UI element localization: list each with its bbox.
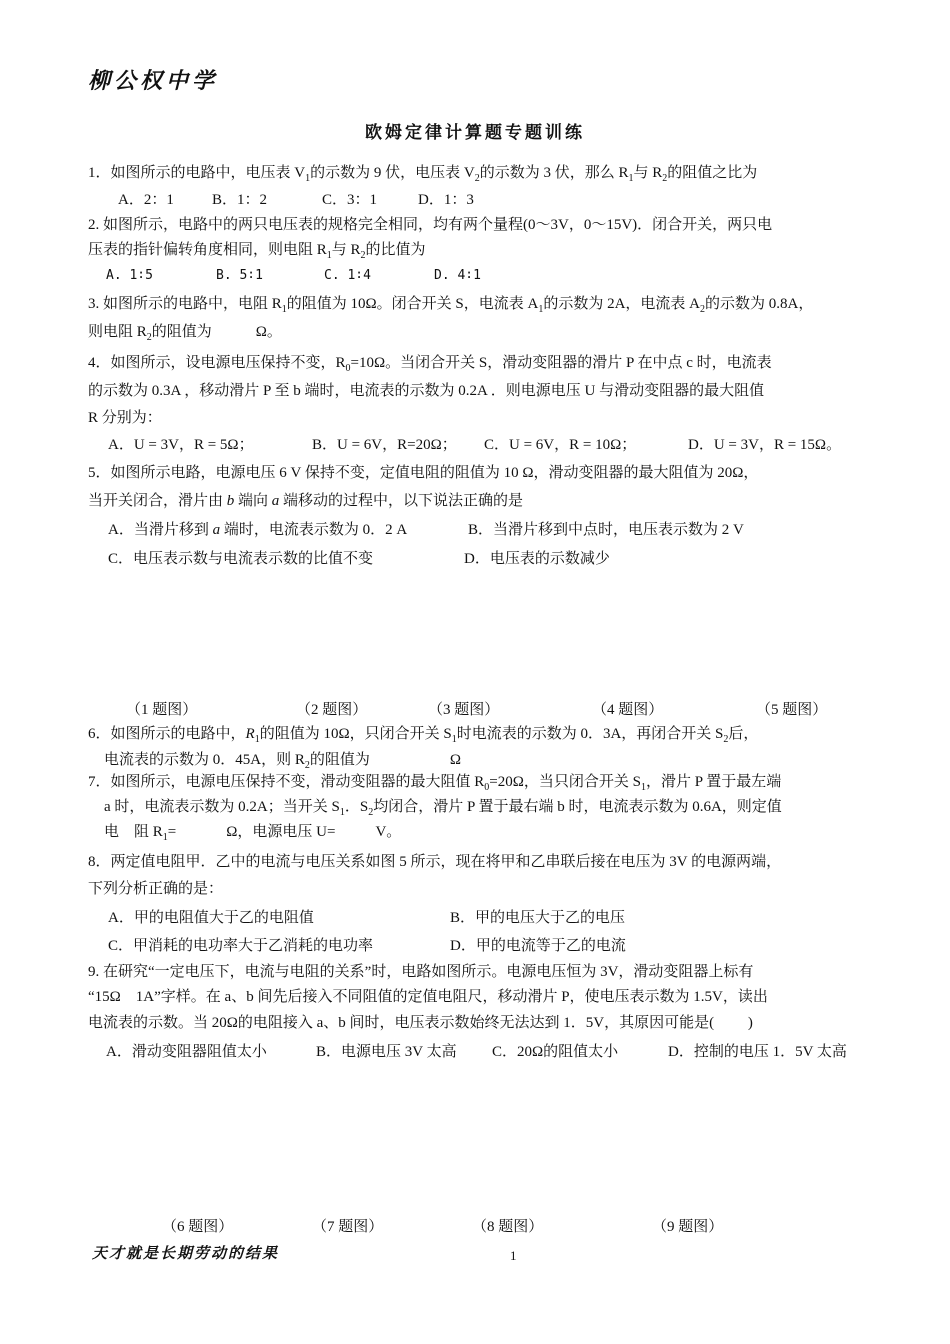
- figure-caption-9: （9 题图）: [652, 1219, 724, 1235]
- q1-text: 的示数为 3 伏，那么 R: [479, 165, 629, 181]
- q2-stem-line1: 2. 如图所示，电路中的两只电压表的规格完全相同，均有两个量程(0～3V，0～15V)．闭合开关，两只电: [88, 217, 773, 233]
- q1-text: 与 R: [633, 165, 663, 181]
- page-number: 1: [510, 1248, 517, 1263]
- q9-option-d: D．控制的电压 1．5V 太高: [668, 1044, 847, 1060]
- q5-stem-line1: 5．如图所示电路，电源电压 6 V 保持不变，定值电阻的阻值为 10 Ω，滑动变阻器的最大阻值为 20Ω，: [88, 465, 759, 481]
- q7-stem-line1: [88, 772, 781, 798]
- school-name: 柳公权中学: [88, 68, 219, 93]
- q9-option-a: A．滑动变阻器阻值太小: [106, 1044, 267, 1060]
- subscript: 1: [451, 734, 457, 745]
- q7-text: =20Ω，当只闭合开关 S: [489, 774, 641, 790]
- q9-option-c: C．20Ω的阻值太小: [492, 1044, 619, 1060]
- q6-text: 电流表的示数为 0．45A，则 R: [104, 752, 305, 768]
- q7-stem-line2: [104, 797, 782, 823]
- subscript: 1: [538, 304, 544, 315]
- q4-option-c: C．U = 6V，R = 10Ω；: [484, 437, 637, 453]
- subscript: 2: [474, 173, 480, 184]
- subscript: 2: [360, 250, 366, 261]
- q4-text: =10Ω。当闭合开关 S，滑动变阻器的滑片 P 在中点 c 时，电流表: [350, 355, 772, 371]
- q5-option-c: C．电压表示数与电流表示数的比值不变: [108, 551, 374, 567]
- q2-stem-line2: [88, 240, 426, 266]
- subscript: 1: [339, 807, 345, 818]
- q7-text: ．S: [344, 799, 369, 815]
- subscript: 1: [628, 173, 634, 184]
- q5-text: 当开关闭合，滑片由: [88, 493, 227, 509]
- q9-stem-line2: “15Ω 1A”字样。在 a、b 间先后接入不同阻值的定值电阻尺，移动滑片 P，使电压表示数为 1.5V，读出: [88, 989, 768, 1005]
- subscript: 1: [640, 782, 646, 793]
- subscript: 1: [326, 250, 332, 261]
- subscript: 2: [700, 304, 706, 315]
- q6-text: Ω: [449, 752, 462, 768]
- subscript: 1: [281, 304, 287, 315]
- q7-text: =: [167, 824, 177, 840]
- footer-motto: 天才就是长期劳动的结果: [92, 1246, 280, 1262]
- q3-text: 的示数为 0.8A，: [705, 296, 814, 312]
- q7-text: Ω，电源电压 U=: [226, 824, 336, 840]
- figure-caption-4: （4 题图）: [592, 702, 664, 718]
- q2-text: 与 R: [331, 242, 361, 258]
- subscript: 0: [345, 363, 351, 374]
- q2-text: 压表的指针偏转角度相同，则电阻 R: [88, 242, 327, 258]
- q1-text: 的阻值之比为: [667, 165, 758, 181]
- q5-text: b: [226, 493, 235, 509]
- page-title: 欧姆定律计算题专题训练: [365, 123, 585, 142]
- q5-text: a: [212, 522, 221, 538]
- figure-caption-3: （3 题图）: [428, 702, 500, 718]
- q2-text: 的比值为: [365, 242, 426, 258]
- q3-text: 则电阻 R: [88, 324, 147, 340]
- q9-stem-line3: 电流表的示数。当 20Ω的电阻接入 a、b 间时，电压表示数始终无法达到 1．5V，其原因可能是( ): [88, 1015, 753, 1031]
- subscript: 2: [146, 332, 152, 343]
- subscript: 1: [162, 832, 168, 843]
- q3-text: 的阻值为: [151, 324, 212, 340]
- q7-text: 均闭合，滑片 P 置于最右端 b 时，电流表示数为 0.6A，则定值: [373, 799, 782, 815]
- q3-text: 的阻值为 10Ω。闭合开关 S，电流表 A: [286, 296, 539, 312]
- q4-option-b: B．U = 6V，R=20Ω；: [312, 437, 457, 453]
- q1-option-b: B．1：2: [212, 192, 268, 208]
- q5-option-b: B．当滑片移到中点时，电压表示数为 2 V: [468, 522, 744, 538]
- subscript: 1: [305, 173, 311, 184]
- subscript: 2: [662, 173, 668, 184]
- q7-text: a 时，电流表示数为 0.2A；当开关 S: [104, 799, 340, 815]
- q3-stem-line2: [88, 322, 282, 348]
- subscript: 2: [368, 807, 374, 818]
- q1-option-d: D．1：3: [418, 192, 474, 208]
- figure-caption-2: （2 题图）: [296, 702, 368, 718]
- q5-text: A．当滑片移到: [108, 522, 213, 538]
- q5-text: 端向: [234, 493, 272, 509]
- q4-stem-line1: [88, 353, 772, 379]
- q3-text: 的示数为 2A，电流表 A: [543, 296, 701, 312]
- q6-text: 6．如图所示的电路中，: [88, 726, 246, 742]
- q7-text: 电 阻 R: [104, 824, 163, 840]
- q1-text: 的示数为 9 伏，电压表 V: [310, 165, 475, 181]
- q6-text: 后，: [728, 726, 759, 742]
- q4-option-d: D．U = 3V，R = 15Ω。: [688, 437, 842, 453]
- subscript: 0: [484, 782, 490, 793]
- q4-text: 4．如图所示，设电源电压保持不变，R: [88, 355, 346, 371]
- q7-stem-line3: [104, 822, 401, 848]
- q7-text: 7．如图所示，电源电压保持不变，滑动变阻器的最大阻值 R: [88, 774, 485, 790]
- q1-stem: [88, 163, 757, 189]
- figure-caption-8: （8 题图）: [472, 1219, 544, 1235]
- q8-option-b: B．甲的电压大于乙的电压: [450, 910, 626, 926]
- q5-text: 端移动的过程中，以下说法正确的是: [279, 493, 524, 509]
- q7-text: ，滑片 P 置于最左端: [645, 774, 782, 790]
- q2-option-d: D. 4∶1: [434, 268, 481, 283]
- q1-option-a: A．2：1: [118, 192, 174, 208]
- q2-option-a: A. 1∶5: [106, 268, 153, 283]
- q6-text: 的阻值为: [309, 752, 370, 768]
- q8-option-c: C．甲消耗的电功率大于乙消耗的电功率: [108, 938, 374, 954]
- q8-stem-line2: 下列分析正确的是：: [88, 881, 224, 897]
- q6-text: 时电流表的示数为 0．3A，再闭合开关 S: [456, 726, 724, 742]
- subscript: 2: [723, 734, 729, 745]
- q1-option-c: C．3：1: [322, 192, 378, 208]
- q2-option-b: B. 5∶1: [216, 268, 263, 283]
- q5-text: a: [271, 493, 280, 509]
- q4-option-a: A．U = 3V，R = 5Ω；: [108, 437, 254, 453]
- q5-stem-line2: [88, 491, 523, 511]
- figure-caption-1: （1 题图）: [126, 702, 198, 718]
- q5-option-a: [108, 520, 407, 540]
- subscript: 1: [254, 734, 260, 745]
- figure-caption-6: （6 题图）: [162, 1219, 234, 1235]
- q4-stem-line3: R 分别为：: [88, 410, 162, 426]
- q8-option-a: A．甲的电阻值大于乙的电阻值: [108, 910, 314, 926]
- q9-option-b: B．电源电压 3V 太高: [316, 1044, 457, 1060]
- q6-stem-line1: [88, 724, 758, 750]
- q8-option-d: D．甲的电流等于乙的电流: [450, 938, 626, 954]
- figure-caption-7: （7 题图）: [312, 1219, 384, 1235]
- q6-text: 的阻值为 10Ω，只闭合开关 S: [259, 726, 452, 742]
- q3-stem-line1: [88, 294, 813, 320]
- q9-stem-line1: 9. 在研究“一定电压下，电流与电阻的关系”时，电路如图所示。电源电压恒为 3V，滑动变阻器上标有: [88, 964, 754, 980]
- q8-stem-line1: 8．两定值电阻甲．乙中的电流与电压关系如图 5 所示，现在将甲和乙串联后接在电压为 3V 的电源两端，: [88, 854, 782, 870]
- q7-text: V。: [375, 824, 402, 840]
- q3-text: Ω。: [255, 324, 282, 340]
- q4-stem-line2: 的示数为 0.3A ，移动滑片 P 至 b 端时，电流表的示数为 0.2A ．则电源电压 U 与滑动变阻器的最大阻值: [88, 383, 765, 399]
- q5-option-d: D．电压表的示数减少: [464, 551, 610, 567]
- q3-text: 3. 如图所示的电路中，电阻 R: [88, 296, 282, 312]
- q6-text: R: [245, 726, 255, 742]
- q2-option-c: C. 1∶4: [324, 268, 371, 283]
- q5-text: 端时，电流表示数为 0．2 A: [220, 522, 408, 538]
- figure-caption-5: （5 题图）: [756, 702, 828, 718]
- q1-text: 1．如图所示的电路中，电压表 V: [88, 165, 306, 181]
- subscript: 2: [304, 760, 310, 771]
